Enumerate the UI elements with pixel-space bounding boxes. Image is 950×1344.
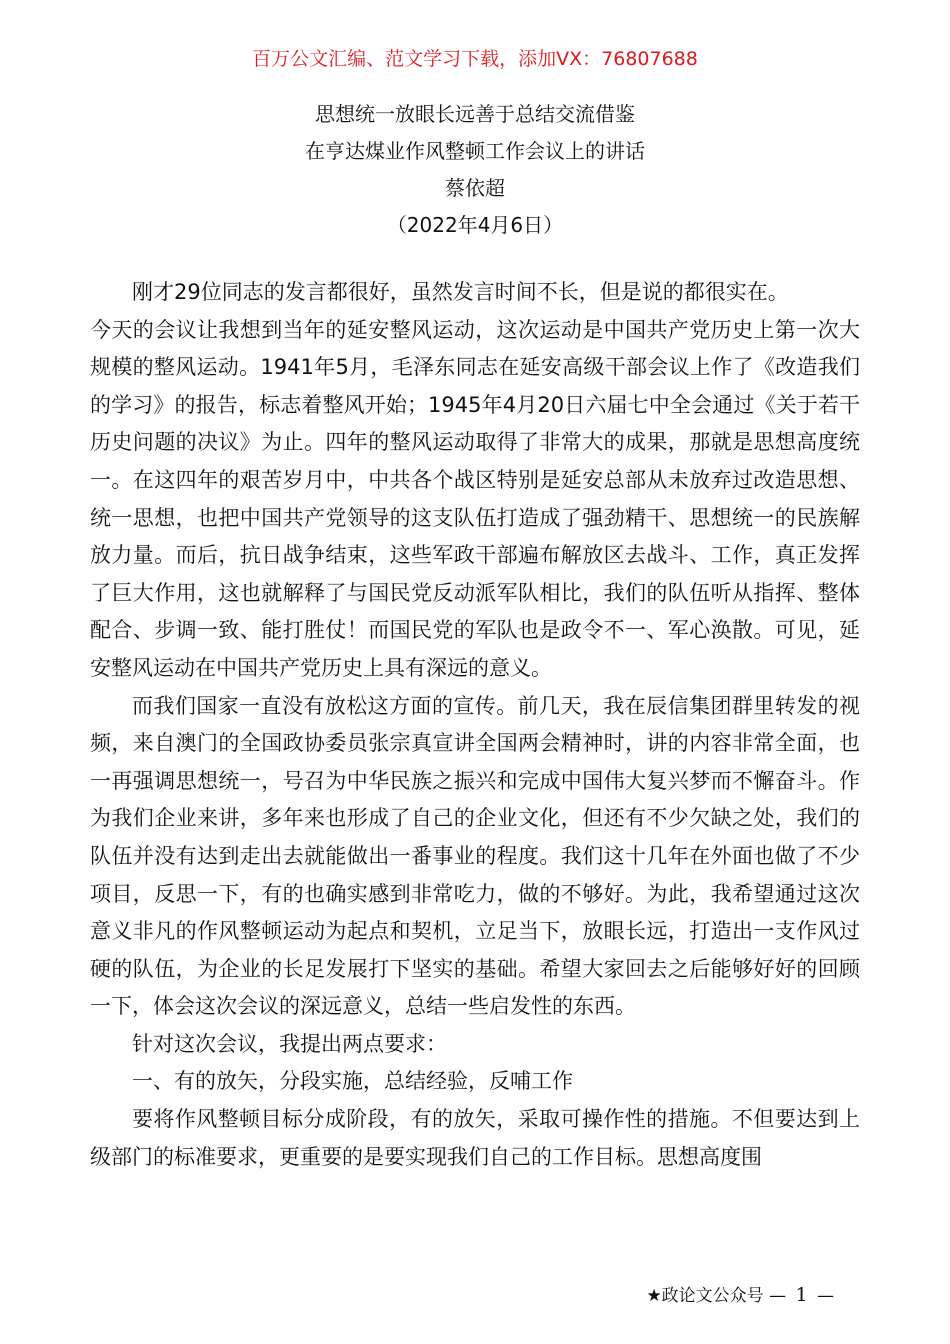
speech-date: （2022年4月6日） [386,213,564,237]
footer-dash-left: — [769,1286,787,1306]
page-number: 1 [795,1284,808,1306]
paragraph-1: 刚才29位同志的发言都很好，虽然发言时间不长，但是说的都很实在。 [132,280,789,304]
page-footer [646,1280,834,1311]
footer-dash-right: — [817,1286,834,1306]
paragraph-2: 今天的会议让我想到当年的延安整风运动，这次运动是中国共产党历史上第一次大规模的整风运动。1941年5月，毛泽东同志在延安高级干部会议上作了《改造我们的学习》的报告，标志着整风开始；1945年4月20日六届七中全会通过《关于若干历史问题的决议》为止。四年的整风运动取得了非常大的成果，那就是思想高度统一。在这四年的艰苦岁月中，中共各个战区特别是延安总部从未放弃过改造思想、统一思想，也把中国共产党领导的这支队伍打造成了强劲精干、思想统一的民族解放力量。而后，抗日战争结束，这些军政干部遍布解放区去战斗、工作，真正发挥了巨大作用，这也就解释了与国民党反动派军队相比，我们的队伍听从指挥、整体配合、步调一致、能打胜仗！而国民党的军队也是政令不一、军心涣散。可见，延安整风运动在中国共产党历史上具有深远的意义。 [90,317,860,680]
paragraph-3: 而我们国家一直没有放松这方面的宣传。前几天，我在辰信集团群里转发的视频，来自澳门的全国政协委员张宗真宣讲全国两会精神时，讲的内容非常全面，也一再强调思想统一，号召为中华民族之振兴和完成中国伟大复兴梦而不懈奋斗。作为我们企业来讲，多年来也形成了自己的企业文化，但还有不少欠缺之处，我们的队伍并没有达到走出去就能做出一番事业的程度。我们这十几年在外面也做了不少项目，反思一下，有的也确实感到非常吃力，做的不够好。为此，我希望通过这次意义非凡的作风整顿运动为起点和契机，立足当下，放眼长远，打造出一支作风过硬的队伍，为企业的长足发展打下坚实的基础。希望大家回去之后能够好好的回顾一下，体会这次会议的深远意义，总结一些启发性的东西。 [90,693,860,1019]
title-line-2: 在亨达煤业作风整顿工作会议上的讲话 [305,139,645,163]
paragraph-5: 要将作风整顿目标分成阶段，有的放矢，采取可操作性的措施。不但要达到上级部门的标准要求，更重要的是要实现我们自己的工作目标。思想高度围 [90,1107,860,1169]
author: 蔡依超 [445,176,505,200]
title-block [0,96,950,244]
paragraph-4: 针对这次会议，我提出两点要求： [132,1031,447,1056]
section-heading-1: 一、有的放矢，分段实施，总结经验，反哺工作 [132,1069,573,1094]
footer-label: ★政论文公众号 [646,1286,764,1306]
body-text [90,274,860,1176]
title-line-1: 思想统一放眼长远善于总结交流借鉴 [315,102,635,126]
header-banner: 百万公文汇编、范文学习下载，添加VX：76807688 [252,48,698,70]
